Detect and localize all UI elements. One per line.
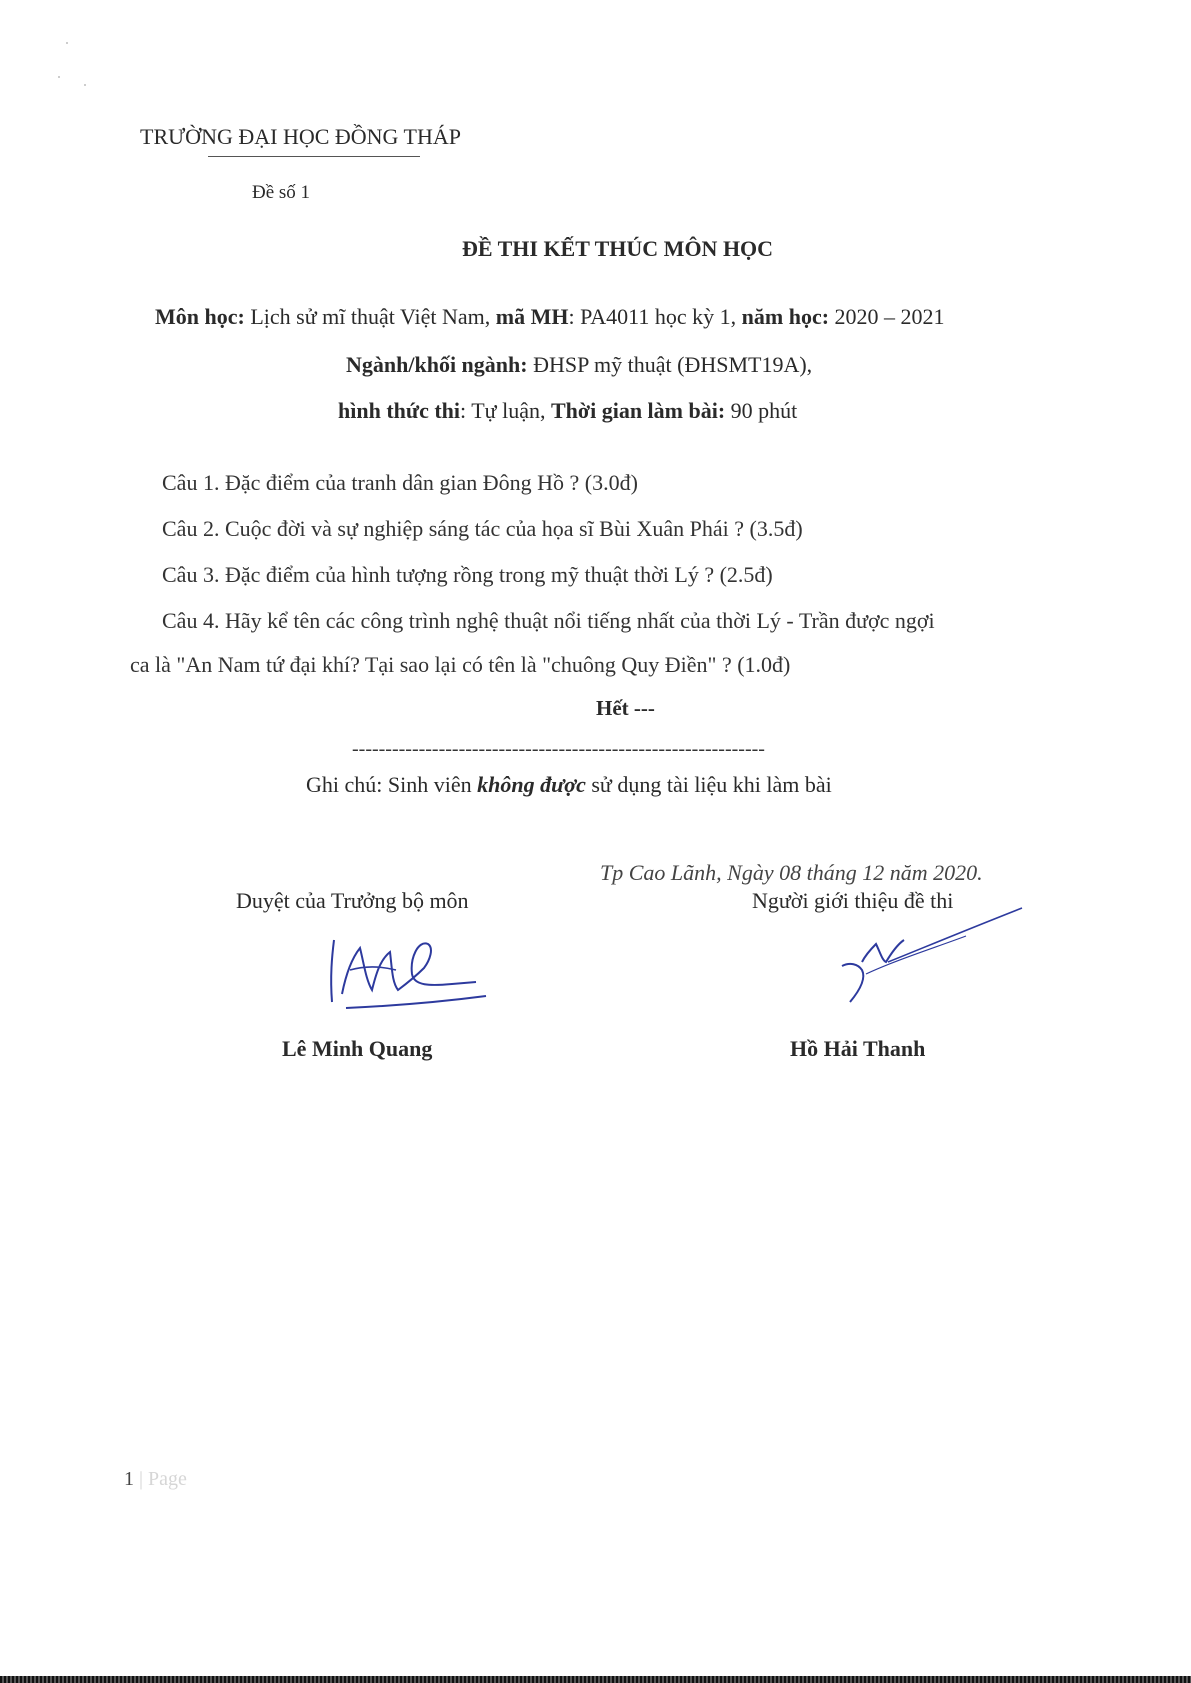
exam-title: ĐỀ THI KẾT THÚC MÔN HỌC [461,236,774,261]
scan-speck [66,42,68,44]
question-2: Câu 2. Cuộc đời và sự nghiệp sáng tác của họa sĩ Bùi Xuân Phái ? (3.5đ) [162,516,803,541]
right-signer-name: Hồ Hải Thanh [790,1036,926,1061]
end-marker: Hết --- [596,696,655,720]
subject-line [155,304,945,330]
form-label: hình thức thi [338,398,461,423]
scan-bottom-edge [0,1676,1191,1683]
page-footer [124,1468,187,1491]
note-line [306,772,832,798]
page-label: | Page [134,1468,187,1490]
note-emphasis: không được [477,772,586,797]
exam-number: Đề số 1 [252,182,311,203]
scan-speck [84,84,86,86]
year-label: năm học: [741,304,830,329]
school-name: TRƯỜNG ĐẠI HỌC ĐỒNG THÁP [140,124,461,149]
form-line [338,398,797,424]
question-4-continued: ca là "An Nam tứ đại khí? Tại sao lại có tên là "chuông Quy Điền" ? (1.0đ) [130,652,791,677]
question-4: Câu 4. Hãy kể tên các công trình nghệ thuật nổi tiếng nhất của thời Lý - Trần được ngợi [162,608,935,633]
school-underline [208,156,420,157]
major-label: Ngành/khối ngành: [346,352,528,377]
code-value: : PA4011 học kỳ 1, [568,304,742,329]
right-signature-image [836,906,1026,1010]
question-3: Câu 3. Đặc điểm của hình tượng rồng trong mỹ thuật thời Lý ? (2.5đ) [162,562,773,587]
separator-line: -------------------------------------------------------------- [352,738,765,760]
page-number: 1 [124,1468,134,1490]
time-value: 90 phút [725,398,798,423]
form-value: : Tự luận, [460,398,551,423]
subject-label: Môn học: [155,304,245,329]
right-signature-title: Người giới thiệu đề thi [752,888,954,913]
left-signature-image [320,930,500,1014]
major-line [346,352,812,378]
time-label: Thời gian làm bài: [551,398,726,423]
question-1: Câu 1. Đặc điểm của tranh dân gian Đông Hồ ? (3.0đ) [162,470,638,495]
date-line: Tp Cao Lãnh, Ngày 08 tháng 12 năm 2020. [600,860,983,885]
scan-speck [58,76,60,78]
major-value: ĐHSP mỹ thuật (ĐHSMT19A), [527,352,813,377]
note-prefix: Ghi chú: Sinh viên [306,772,478,797]
left-signature-title: Duyệt của Trưởng bộ môn [236,888,469,913]
subject-value: Lịch sử mĩ thuật Việt Nam, [244,304,496,329]
left-signer-name: Lê Minh Quang [282,1036,433,1061]
note-suffix: sử dụng tài liệu khi làm bài [585,772,832,797]
code-label: mã MH [495,304,569,329]
year-value: 2020 – 2021 [829,304,945,329]
